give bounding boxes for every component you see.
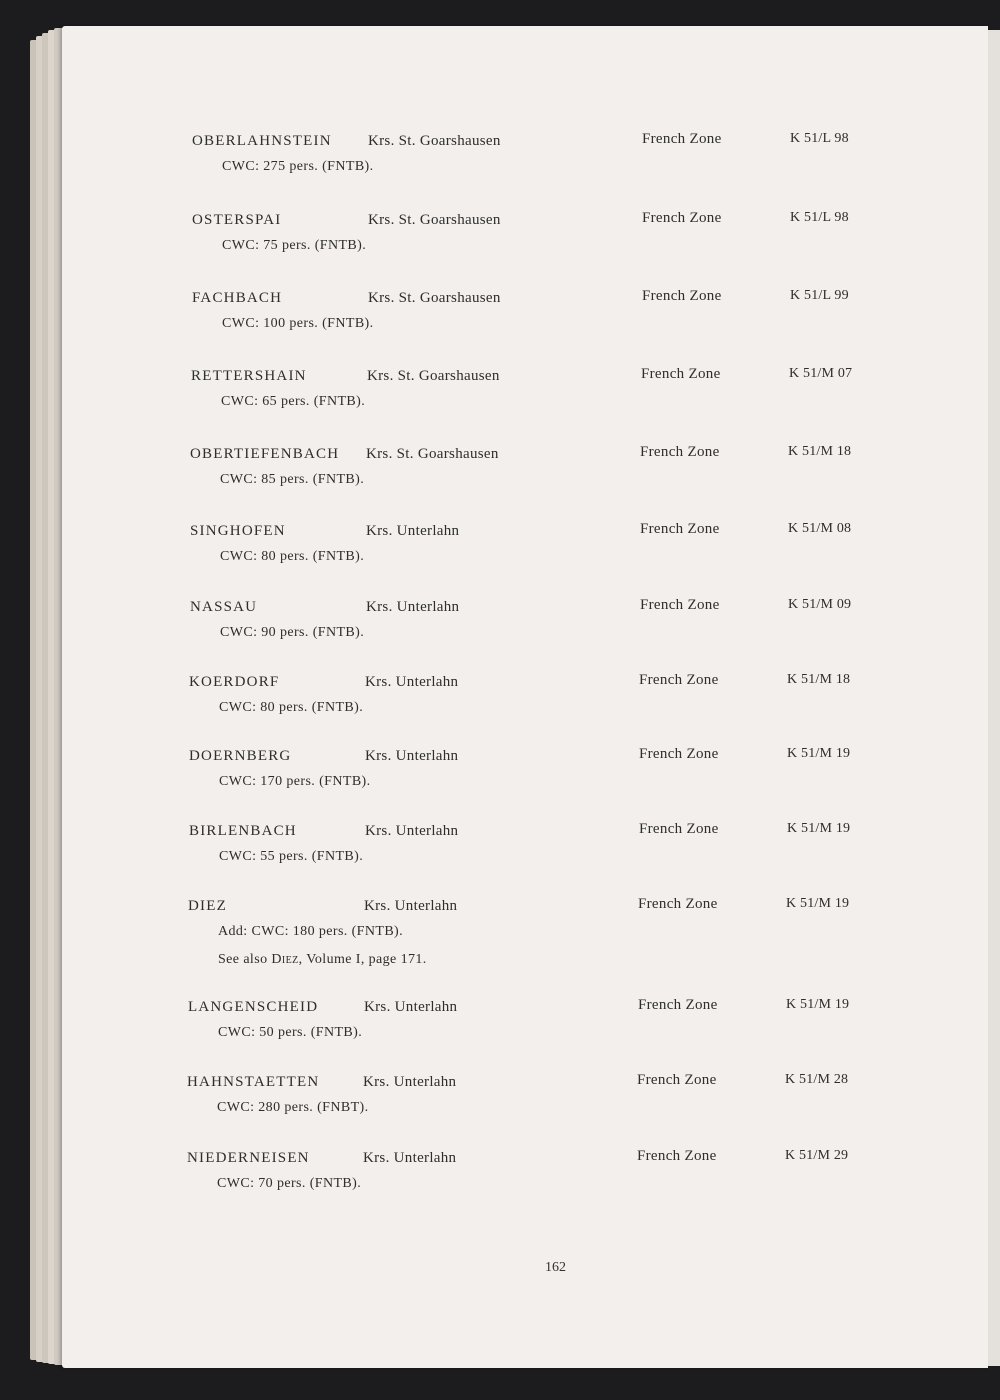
page-number: 162 xyxy=(545,1260,566,1275)
see-also-label: See also xyxy=(218,952,272,967)
district: Krs. Unterlahn xyxy=(363,1074,457,1090)
district: Krs. Unterlahn xyxy=(364,898,458,914)
map-reference: K 51/M 19 xyxy=(786,896,850,911)
zone: French Zone xyxy=(642,131,722,147)
entry-detail: CWC: 80 pers. (FNTB). xyxy=(220,549,365,564)
district: Krs. St. Goarshausen xyxy=(367,368,500,384)
zone: French Zone xyxy=(639,672,719,688)
map-reference: K 51/M 19 xyxy=(787,821,851,836)
entry-detail: CWC: 100 pers. (FNTB). xyxy=(222,316,374,331)
place-name: BIRLENBACH xyxy=(189,823,297,839)
entry-detail: CWC: 275 pers. (FNTB). xyxy=(222,159,374,174)
entry-detail: CWC: 90 pers. (FNTB). xyxy=(220,625,365,640)
district: Krs. St. Goarshausen xyxy=(366,446,499,462)
see-also-location: , Volume I, page 171. xyxy=(298,952,427,967)
entry-detail: CWC: 80 pers. (FNTB). xyxy=(219,700,364,715)
entry-detail: CWC: 170 pers. (FNTB). xyxy=(219,774,371,789)
map-reference: K 51/M 29 xyxy=(785,1148,849,1163)
zone: French Zone xyxy=(640,521,720,537)
zone: French Zone xyxy=(640,597,720,613)
zone: French Zone xyxy=(641,366,721,382)
zone: French Zone xyxy=(642,210,722,226)
place-name: SINGHOFEN xyxy=(190,523,286,539)
entry-detail: CWC: 50 pers. (FNTB). xyxy=(218,1025,363,1040)
district: Krs. Unterlahn xyxy=(363,1150,457,1166)
district: Krs. St. Goarshausen xyxy=(368,212,501,228)
entry-detail: CWC: 85 pers. (FNTB). xyxy=(220,472,365,487)
place-name: KOERDORF xyxy=(189,674,280,690)
zone: French Zone xyxy=(639,821,719,837)
entry-detail: CWC: 70 pers. (FNTB). xyxy=(217,1176,362,1191)
zone: French Zone xyxy=(638,997,718,1013)
map-reference: K 51/M 07 xyxy=(789,366,853,381)
district: Krs. Unterlahn xyxy=(365,674,459,690)
cross-reference xyxy=(218,952,427,968)
book-page xyxy=(62,26,988,1368)
place-name: OBERTIEFENBACH xyxy=(190,446,340,462)
place-name: OBERLAHNSTEIN xyxy=(192,133,332,149)
map-reference: K 51/M 08 xyxy=(788,521,852,536)
place-name: HAHNSTAETTEN xyxy=(187,1074,320,1090)
entry-detail: CWC: 65 pers. (FNTB). xyxy=(221,394,366,409)
place-name: NIEDERNEISEN xyxy=(187,1150,310,1166)
district: Krs. Unterlahn xyxy=(366,599,460,615)
place-name: LANGENSCHEID xyxy=(188,999,319,1015)
district: Krs. St. Goarshausen xyxy=(368,290,501,306)
entry-detail: CWC: 280 pers. (FNBT). xyxy=(217,1100,369,1115)
district: Krs. St. Goarshausen xyxy=(368,133,501,149)
map-reference: K 51/L 98 xyxy=(790,131,849,146)
entry-detail: CWC: 75 pers. (FNTB). xyxy=(222,238,367,253)
place-name: OSTERSPAI xyxy=(192,212,282,228)
zone: French Zone xyxy=(639,746,719,762)
map-reference: K 51/L 98 xyxy=(790,210,849,225)
map-reference: K 51/M 19 xyxy=(786,997,850,1012)
map-reference: K 51/M 28 xyxy=(785,1072,849,1087)
zone: French Zone xyxy=(642,288,722,304)
district: Krs. Unterlahn xyxy=(366,523,460,539)
district: Krs. Unterlahn xyxy=(365,748,459,764)
map-reference: K 51/M 18 xyxy=(787,672,851,687)
entry-detail: CWC: 55 pers. (FNTB). xyxy=(219,849,364,864)
place-name: RETTERSHAIN xyxy=(191,368,307,384)
map-reference: K 51/M 18 xyxy=(788,444,852,459)
place-name: FACHBACH xyxy=(192,290,283,306)
see-also-place: Diez xyxy=(271,952,299,967)
entry-detail: Add: CWC: 180 pers. (FNTB). xyxy=(218,924,404,939)
zone: French Zone xyxy=(640,444,720,460)
district: Krs. Unterlahn xyxy=(365,823,459,839)
zone: French Zone xyxy=(638,896,718,912)
map-reference: K 51/M 19 xyxy=(787,746,851,761)
district: Krs. Unterlahn xyxy=(364,999,458,1015)
place-name: DOERNBERG xyxy=(189,748,292,764)
zone: French Zone xyxy=(637,1072,717,1088)
place-name: DIEZ xyxy=(188,898,227,914)
place-name: NASSAU xyxy=(190,599,258,615)
map-reference: K 51/M 09 xyxy=(788,597,852,612)
zone: French Zone xyxy=(637,1148,717,1164)
map-reference: K 51/L 99 xyxy=(790,288,849,303)
